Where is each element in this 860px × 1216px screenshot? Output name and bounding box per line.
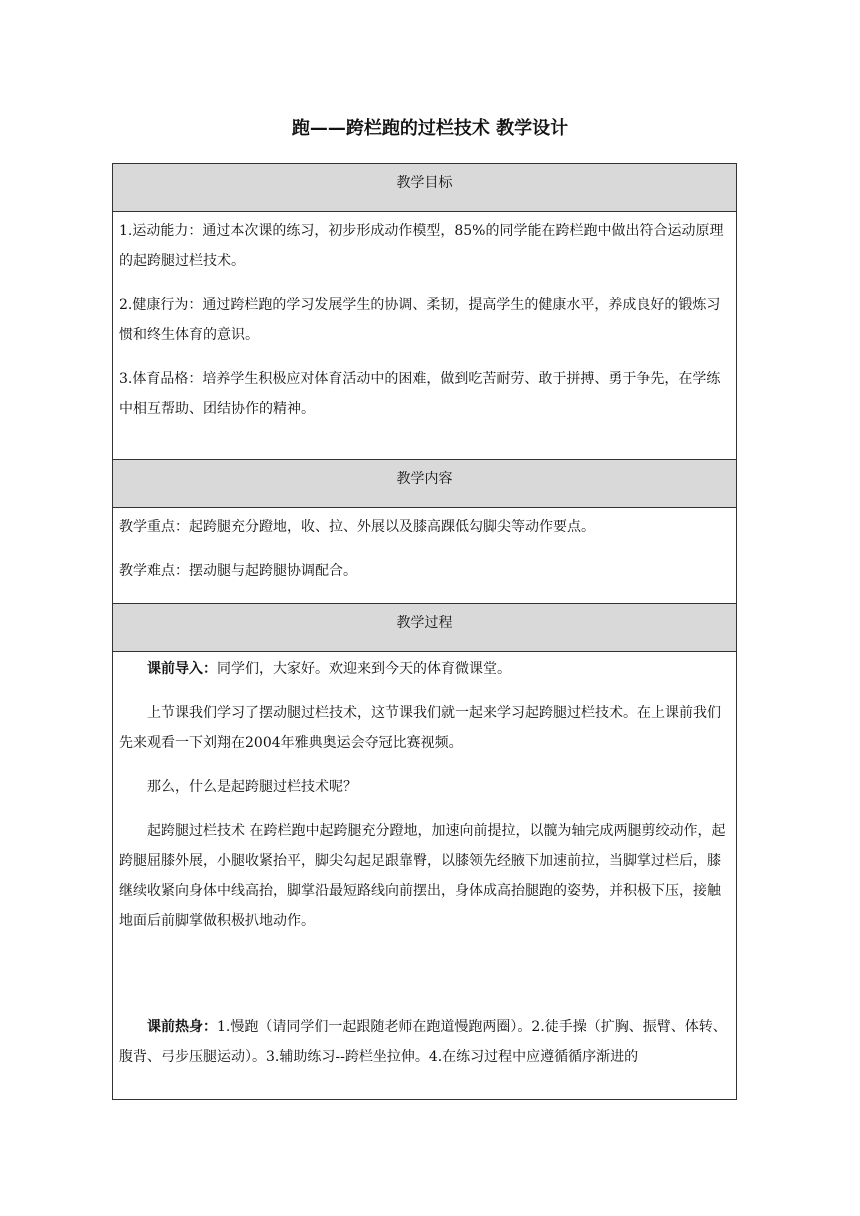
process-paragraph: 起跨腿过栏技术 在跨栏跑中起跨腿充分蹬地，加速向前提拉，以髋为轴完成两腿剪绞动作，起跨腿屈膝外展，小腿收紧抬平，脚尖勾起足跟靠臀，以膝领先经腋下加速前拉，当脚掌过栏后，膝继续收紧向身体中线高抬，脚掌沿最短路线向前摆出，身体成高抬腿跑的姿势，并积极下压，接触地面后前脚掌做积极扒地动作。 [119,823,726,929]
lesson-plan-table [112,163,737,1100]
page-title: 跑——跨栏跑的过栏技术 教学设计 [291,118,569,139]
intro-label: 课前导入： [147,661,217,677]
goal-item: 3.体育品格：培养学生积极应对体育活动中的困难，做到吃苦耐劳、敢于拼搏、勇于争先，在学练中相互帮助、团结协作的精神。 [119,371,721,417]
goals-header: 教学目标 [113,164,736,212]
goal-item: 1.运动能力：通过本次课的练习，初步形成动作模型，85%的同学能在跨栏跑中做出符合运动原理的起跨腿过栏技术。 [119,223,724,269]
warmup-text: 1.慢跑（请同学们一起跟随老师在跑道慢跑两圈）。2.徒手操（扩胸、振臂、体转、腹背、弓步压腿运动）。3.辅助练习--跨栏坐拉伸。4.在练习过程中应遵循循序渐进的 [119,1019,727,1065]
content-cell [113,508,736,604]
process-cell [113,652,736,1072]
warmup-paragraph [119,1012,730,1072]
process-paragraph: 上节课我们学习了摆动腿过栏技术，这节课我们就一起来学习起跨腿过栏技术。在上课前我们先来观看一下刘翔在2004年雅典奥运会夺冠比赛视频。 [119,705,721,751]
content-difficulty: 教学难点：摆动腿与起跨腿协调配合。 [119,563,357,579]
process-header: 教学过程 [113,604,736,652]
warmup-label: 课前热身： [147,1019,217,1035]
intro-paragraph [119,654,730,684]
intro-text: 同学们，大家好。欢迎来到今天的体育微课堂。 [217,661,511,677]
blank-spacer [119,950,730,1012]
content-key-point: 教学重点：起跨腿充分蹬地，收、拉、外展以及膝高踝低勾脚尖等动作要点。 [119,519,595,535]
goals-cell [113,212,736,460]
content-header: 教学内容 [113,460,736,508]
goal-item: 2.健康行为：通过跨栏跑的学习发展学生的协调、柔韧，提高学生的健康水平，养成良好的锻炼习惯和终生体育的意识。 [119,297,721,343]
process-paragraph: 那么，什么是起跨腿过栏技术呢？ [147,779,357,795]
